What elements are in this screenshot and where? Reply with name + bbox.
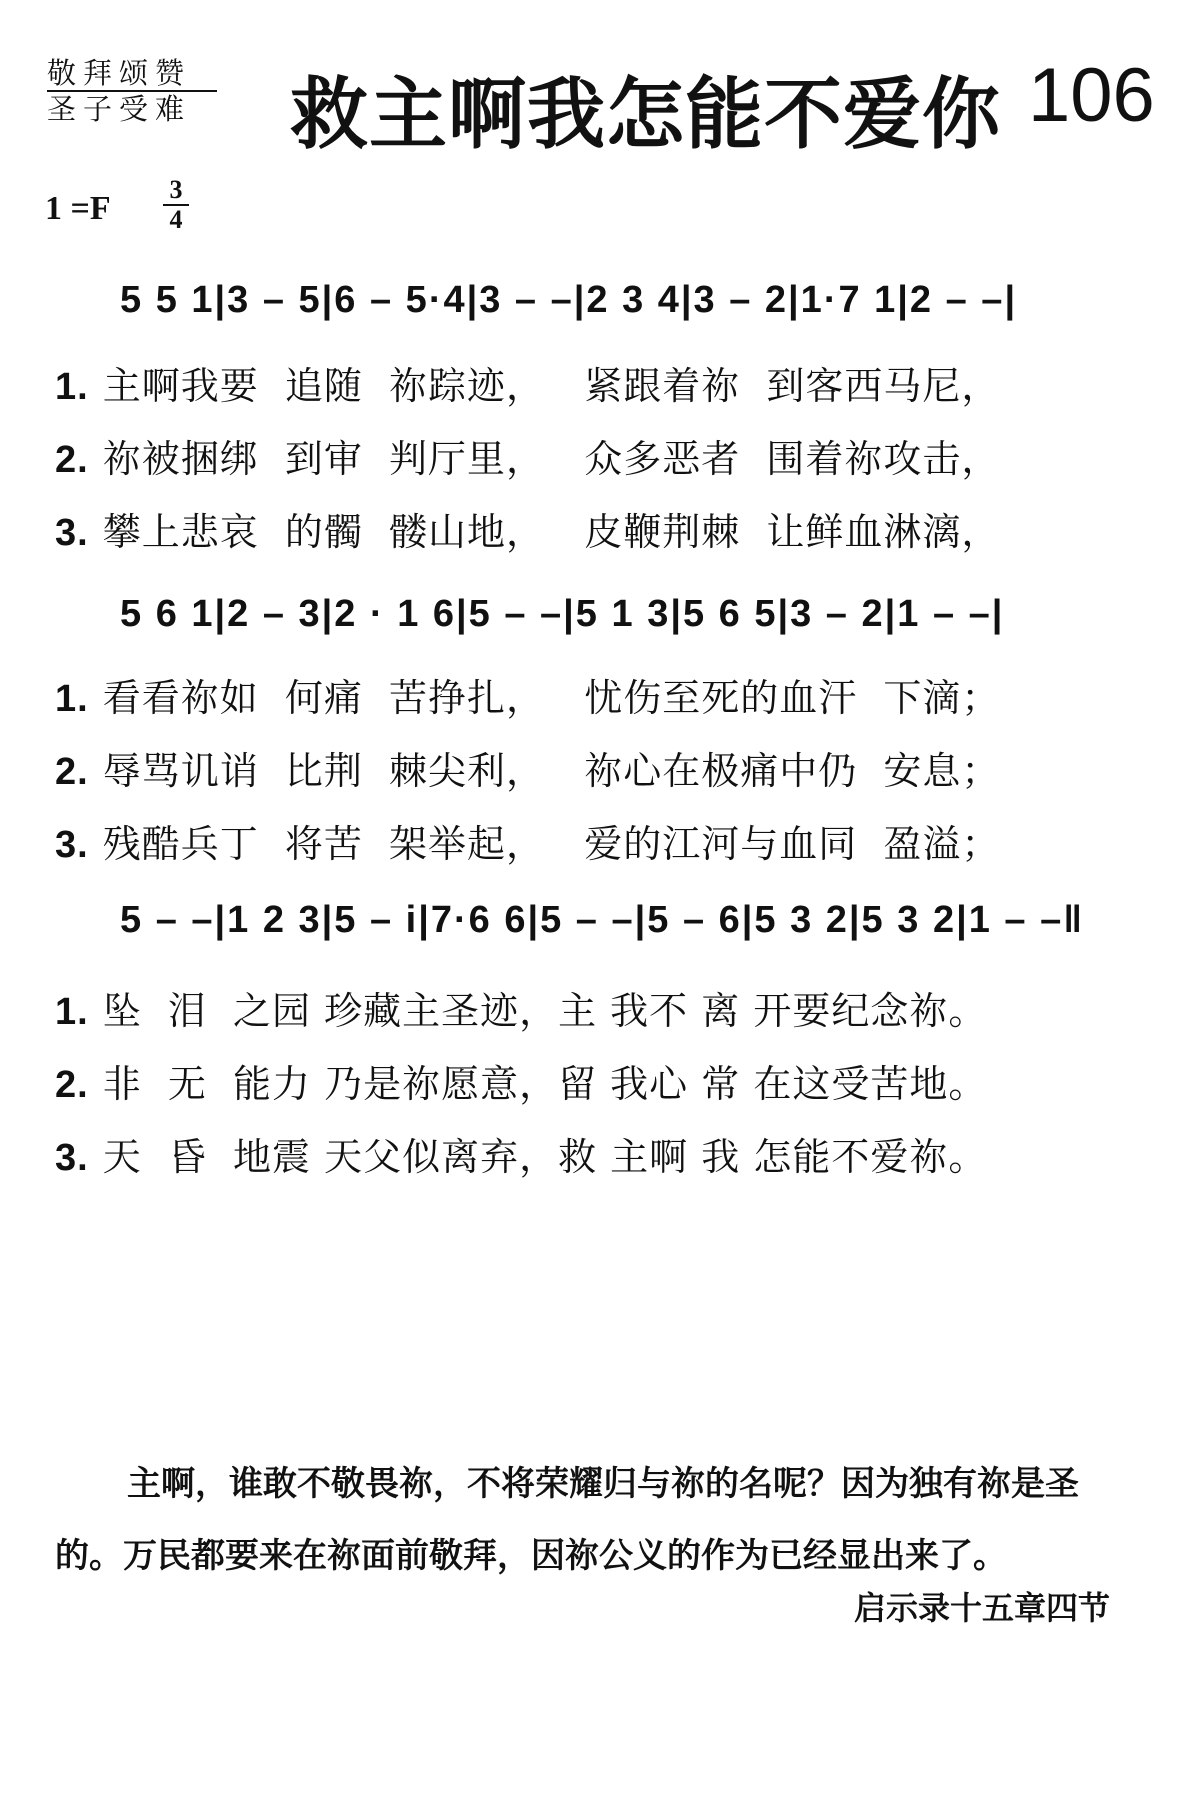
- song-title: 救主啊我怎能不爱你: [290, 70, 1002, 160]
- verse-number: 1.: [55, 678, 89, 720]
- lyric-text: 攀上悲哀 的髑 髅山地， 皮鞭荆棘 让鲜血淋漓，: [102, 510, 1001, 554]
- category-line-1: 敬拜颂赞: [47, 56, 217, 92]
- scripture-text: 主啊，谁敢不敬畏祢，不将荣耀归与祢的名呢？因为独有祢是圣的。万民都要来在祢面前敬拜，因祢公义的作为已经显出来了。: [55, 1464, 1079, 1576]
- lyric-text: 坠 泪 之园 珍藏主圣迹，主 我不 离 开要纪念祢。: [102, 989, 988, 1033]
- verse-number: 3.: [55, 1137, 89, 1179]
- lyric-text: 祢被捆绑 到审 判厅里， 众多恶者 围着祢攻击，: [102, 437, 1001, 481]
- lyric-text: 天 昏 地震 天父似离弃，救 主啊 我 怎能不爱祢。: [102, 1135, 988, 1179]
- category-line-2: 圣子受难: [47, 92, 192, 126]
- verse-number: 1.: [55, 991, 89, 1033]
- lyric-text: 主啊我要 追随 祢踪迹， 紧跟着祢 到客西马尼，: [102, 364, 1001, 408]
- lyric-text: 看看祢如 何痛 苦挣扎， 忧伤至死的血汗 下滴；: [102, 676, 1001, 720]
- lyric-line: [55, 1126, 987, 1181]
- notation-line-1: 5 5 1|3 – 5|6 – 5·4|3 – –|2 3 4|3 – 2|1·7 1|2 – –|: [120, 279, 1018, 321]
- notation-line-3: 5 – –|1 2 3|5 – i|7·6 6|5 – –|5 – 6|5 3 2|5 3 2|1 – –‖: [120, 899, 1085, 941]
- lyric-line: [55, 813, 1000, 868]
- time-signature-bottom: 4: [169, 205, 183, 234]
- lyric-line: [55, 1053, 987, 1108]
- verse-number: 2.: [55, 1064, 89, 1106]
- verse-number: 3.: [55, 824, 89, 866]
- time-signature: [163, 176, 189, 234]
- lyric-text: 辱骂讥诮 比荆 棘尖利， 祢心在极痛中仍 安息；: [102, 749, 1001, 793]
- verse-number: 2.: [55, 751, 89, 793]
- key-signature: 1 =F: [45, 190, 111, 227]
- lyric-text: 残酷兵丁 将苦 架举起， 爱的江河与血同 盈溢；: [102, 822, 1001, 866]
- category-label: [47, 56, 217, 126]
- scripture-quote: [55, 1448, 1145, 1592]
- verse-number: 1.: [55, 366, 89, 408]
- song-number: 106: [1028, 53, 1155, 138]
- verse-number: 3.: [55, 512, 89, 554]
- lyric-line: [55, 501, 1000, 556]
- verse-number: 2.: [55, 439, 89, 481]
- lyric-line: [55, 428, 1000, 483]
- lyric-line: [55, 355, 1000, 410]
- time-signature-top: 3: [163, 176, 189, 206]
- scripture-reference: 启示录十五章四节: [853, 1589, 1110, 1627]
- lyric-text: 非 无 能力 乃是祢愿意，留 我心 常 在这受苦地。: [102, 1062, 988, 1106]
- notation-line-2: 5 6 1|2 – 3|2 · 1 6|5 – –|5 1 3|5 6 5|3 – 2|1 – –|: [120, 593, 1005, 635]
- lyric-line: [55, 980, 987, 1035]
- lyric-line: [55, 667, 1000, 722]
- lyric-line: [55, 740, 1000, 795]
